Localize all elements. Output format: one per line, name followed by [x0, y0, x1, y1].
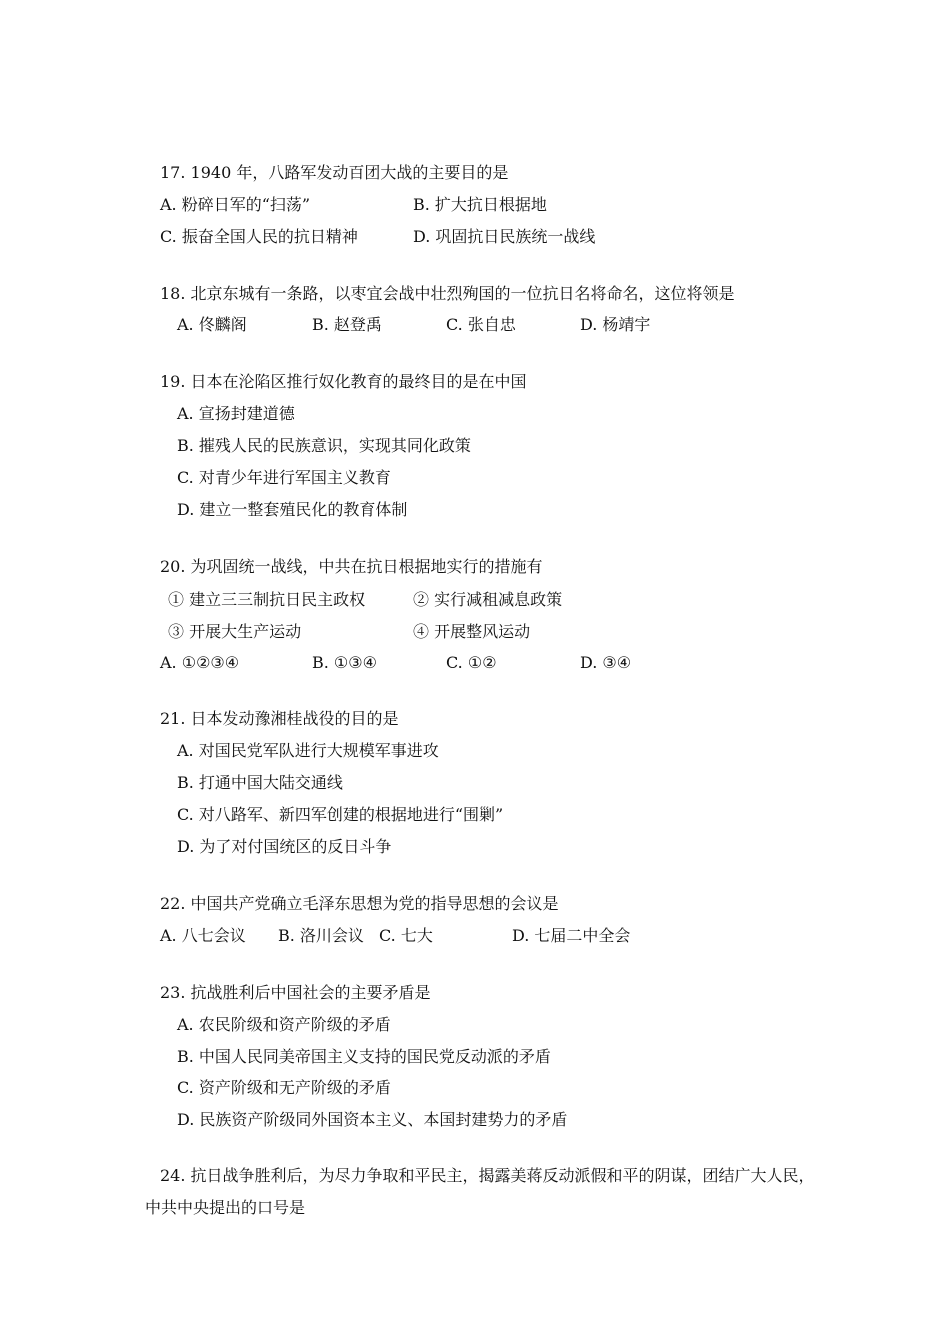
question-18-stem: 18. 北京东城有一条路，以枣宜会战中壮烈殉国的一位抗日名将命名，这位将领是	[160, 284, 735, 303]
q17-option-c: C. 振奋全国人民的抗日精神	[160, 227, 358, 246]
q20-option-b: B. ①③④	[312, 653, 377, 672]
q20-option-c: C. ①②	[446, 653, 497, 672]
q20-item-3: ③ 开展大生产运动	[168, 622, 302, 641]
q19-option-a: A. 宣扬封建道德	[177, 404, 295, 423]
q18-option-b: B. 赵登禹	[312, 315, 382, 334]
question-21-stem: 21. 日本发动豫湘桂战役的目的是	[160, 709, 399, 728]
q22-option-d: D. 七届二中全会	[512, 926, 631, 945]
q23-option-d: D. 民族资产阶级同外国资本主义、本国封建势力的矛盾	[177, 1110, 568, 1129]
q20-item-4: ④ 开展整风运动	[413, 622, 531, 641]
question-24-stem: 24. 抗日战争胜利后，为尽力争取和平民主，揭露美蒋反动派假和平的阴谋，团结广大人民，中共中央提出的口号是	[145, 1166, 815, 1217]
q19-option-b: B. 摧残人民的民族意识，实现其同化政策	[177, 436, 471, 455]
q19-option-c: C. 对青少年进行军国主义教育	[177, 468, 391, 487]
q20-option-a: A. ①②③④	[160, 653, 240, 672]
question-17-stem: 17. 1940 年，八路军发动百团大战的主要目的是	[160, 163, 509, 182]
q23-option-c: C. 资产阶级和无产阶级的矛盾	[177, 1078, 391, 1097]
q17-option-b: B. 扩大抗日根据地	[413, 195, 547, 214]
question-20-stem: 20. 为巩固统一战线，中共在抗日根据地实行的措施有	[160, 557, 543, 576]
q21-option-d: D. 为了对付国统区的反日斗争	[177, 837, 392, 856]
q17-option-d: D. 巩固抗日民族统一战线	[413, 227, 596, 246]
q22-option-b: B. 洛川会议	[278, 926, 364, 945]
q20-item-1: ① 建立三三制抗日民主政权	[168, 590, 366, 609]
q22-option-a: A. 八七会议	[160, 926, 246, 945]
question-22-stem: 22. 中国共产党确立毛泽东思想为党的指导思想的会议是	[160, 894, 559, 913]
q23-option-a: A. 农民阶级和资产阶级的矛盾	[177, 1015, 391, 1034]
q17-option-a: A. 粉碎日军的“扫荡”	[160, 195, 311, 214]
q22-option-c: C. 七大	[379, 926, 433, 945]
q18-option-d: D. 杨靖宇	[580, 315, 651, 334]
q21-option-b: B. 打通中国大陆交通线	[177, 773, 343, 792]
question-19-stem: 19. 日本在沦陷区推行奴化教育的最终目的是在中国	[160, 372, 527, 391]
q21-option-c: C. 对八路军、新四军创建的根据地进行“围剿”	[177, 805, 504, 824]
question-23-stem: 23. 抗战胜利后中国社会的主要矛盾是	[160, 983, 431, 1002]
q23-option-b: B. 中国人民同美帝国主义支持的国民党反动派的矛盾	[177, 1047, 551, 1066]
q20-item-2: ② 实行减租减息政策	[413, 590, 563, 609]
q18-option-c: C. 张自忠	[446, 315, 516, 334]
q20-option-d: D. ③④	[580, 653, 632, 672]
q21-option-a: A. 对国民党军队进行大规模军事进攻	[177, 741, 439, 760]
q19-option-d: D. 建立一整套殖民化的教育体制	[177, 500, 408, 519]
q18-option-a: A. 佟麟阁	[177, 315, 247, 334]
